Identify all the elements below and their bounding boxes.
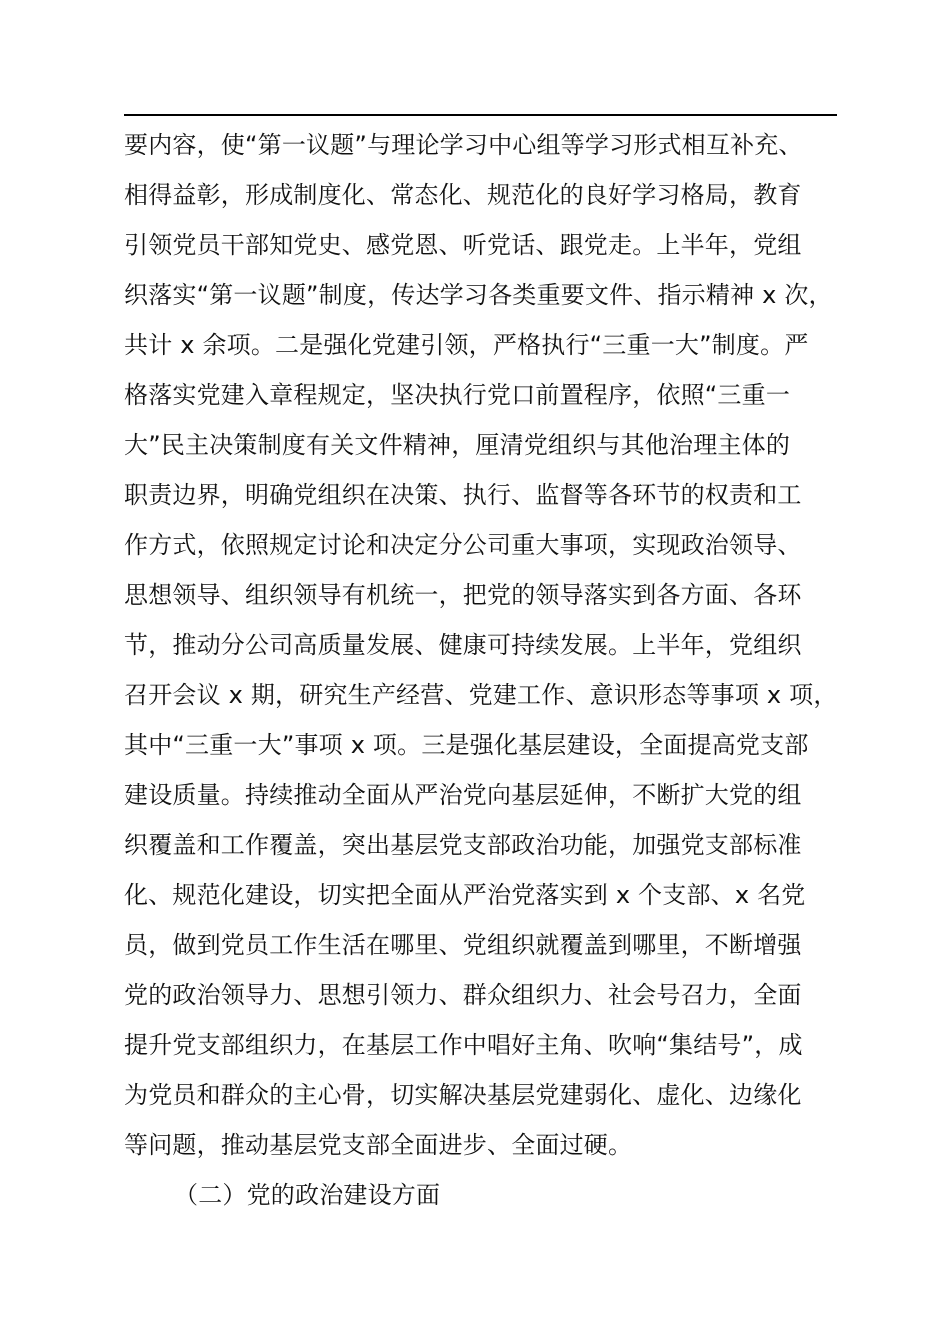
paragraph-line: 节，推动分公司高质量发展、健康可持续发展。上半年，党组织 — [124, 631, 802, 659]
paragraph-line: 召开会议 x 期，研究生产经营、党建工作、意识形态等事项 x 项， — [124, 681, 838, 709]
paragraph-line: 织覆盖和工作覆盖，突出基层党支部政治功能，加强党支部标准 — [124, 831, 802, 859]
paragraph-line: 格落实党建入章程规定，坚决执行党口前置程序，依照“三重一 — [124, 381, 791, 409]
paragraph-line: 等问题，推动基层党支部全面进步、全面过硬。 — [124, 1131, 633, 1159]
paragraph-line: 党的政治领导力、思想引领力、群众组织力、社会号召力，全面 — [124, 981, 802, 1009]
paragraph-line: 共计 x 余项。二是强化党建引领，严格执行“三重一大”制度。严 — [124, 331, 809, 359]
paragraph-line: 建设质量。持续推动全面从严治党向基层延伸，不断扩大党的组 — [124, 781, 802, 809]
paragraph-line: 相得益彰，形成制度化、常态化、规范化的良好学习格局，教育 — [124, 181, 802, 209]
paragraph-line: 大”民主决策制度有关文件精神，厘清党组织与其他治理主体的 — [124, 431, 791, 459]
document-body — [124, 120, 844, 1220]
paragraph-line: 职责边界，明确党组织在决策、执行、监督等各环节的权责和工 — [124, 481, 802, 509]
paragraph-line: 作方式，依照规定讨论和决定分公司重大事项，实现政治领导、 — [124, 531, 802, 559]
section-heading: （二）党的政治建设方面 — [174, 1181, 441, 1209]
paragraph-line: 其中“三重一大”事项 x 项。三是强化基层建设，全面提高党支部 — [124, 731, 809, 759]
paragraph-line: 要内容，使“第一议题”与理论学习中心组等学习形式相互补充、 — [124, 131, 803, 159]
paragraph-line: 提升党支部组织力，在基层工作中唱好主角、吹响“集结号”，成 — [124, 1031, 803, 1059]
paragraph-line: 化、规范化建设，切实把全面从严治党落实到 x 个支部、x 名党 — [124, 881, 806, 909]
paragraph-line: 为党员和群众的主心骨，切实解决基层党建弱化、虚化、边缘化 — [124, 1081, 802, 1109]
header-rule — [124, 114, 837, 116]
paragraph-line: 织落实“第一议题”制度，传达学习各类重要文件、指示精神 x 次， — [124, 281, 833, 309]
paragraph-line: 思想领导、组织领导有机统一，把党的领导落实到各方面、各环 — [124, 581, 802, 609]
paragraph-line: 引领党员干部知党史、感党恩、听党话、跟党走。上半年，党组 — [124, 231, 802, 259]
paragraph-line: 员，做到党员工作生活在哪里、党组织就覆盖到哪里，不断增强 — [124, 931, 802, 959]
